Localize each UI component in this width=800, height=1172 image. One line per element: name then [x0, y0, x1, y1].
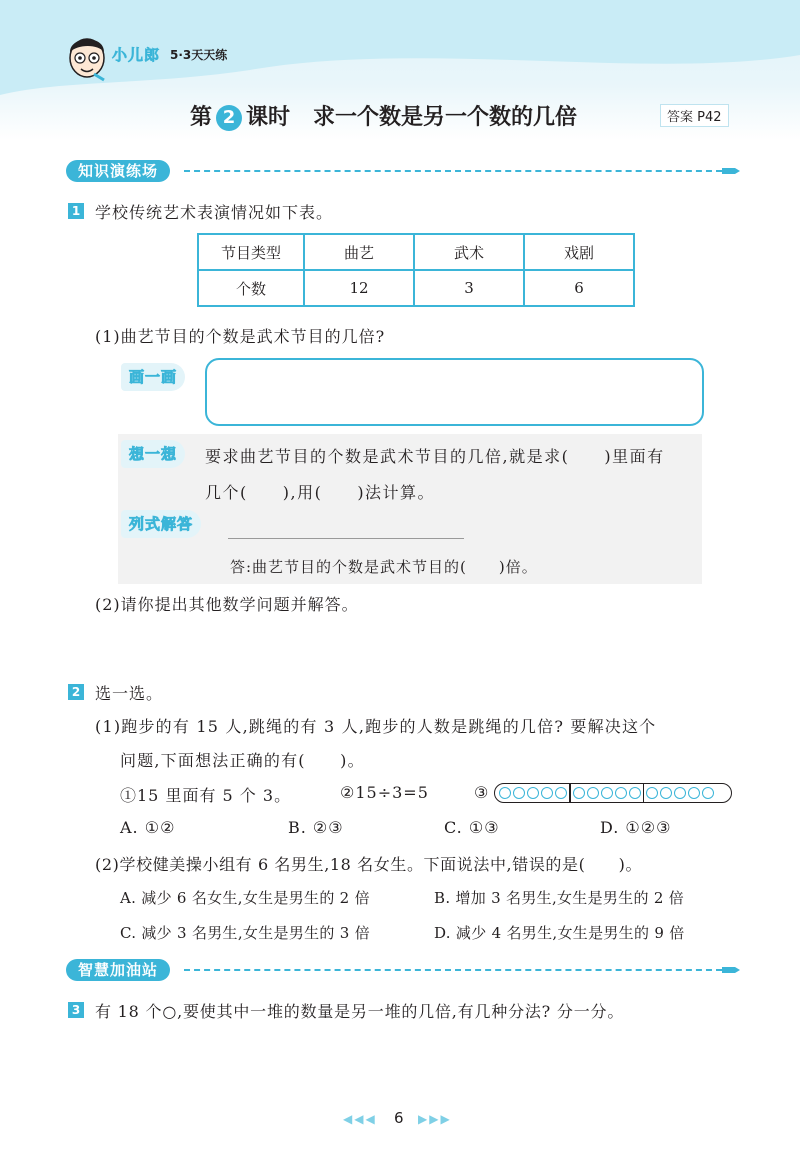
- table-cell: 3: [414, 270, 524, 306]
- hint-line: 几个( ),用( )法计算。: [205, 483, 436, 502]
- bead: [527, 787, 539, 799]
- bead: [629, 787, 641, 799]
- page-number: 6: [394, 1109, 404, 1127]
- bead: [601, 787, 613, 799]
- choice-option[interactable]: C. ①③: [444, 818, 500, 837]
- bead: [674, 787, 686, 799]
- next-arrows-icon: ▶▶▶: [418, 1112, 452, 1126]
- pencil-icon: [722, 162, 740, 180]
- question-part: (1)跑步的有 15 人,跳绳的有 3 人,跑步的人数是跳绳的几倍? 要解决这个: [95, 717, 657, 736]
- tag-solve: 列式解答: [121, 510, 201, 538]
- bead: [702, 787, 714, 799]
- choice-option[interactable]: D. 减少 4 名男生,女生是男生的 9 倍: [434, 924, 685, 942]
- choice-option[interactable]: A. 减少 6 名女生,女生是男生的 2 倍: [120, 889, 370, 907]
- question-part: 问题,下面想法正确的有( )。: [120, 751, 365, 770]
- table-cell: 戏剧: [524, 234, 634, 270]
- prev-arrows-icon: ◀◀◀: [343, 1112, 377, 1126]
- answer-line[interactable]: [228, 538, 464, 539]
- bead-divider: [643, 784, 645, 802]
- bead: [499, 787, 511, 799]
- bead: [513, 787, 525, 799]
- question-part: (2)请你提出其他数学问题并解答。: [95, 595, 359, 614]
- question-stem: 有 18 个○,要使其中一堆的数量是另一堆的几倍,有几种分法? 分一分。: [95, 1002, 625, 1021]
- performance-table: [197, 233, 635, 307]
- question-part: (1)曲艺节目的个数是武术节目的几倍?: [95, 327, 386, 346]
- page-title: [190, 100, 577, 131]
- mascot-icon: [64, 30, 110, 82]
- bead: [587, 787, 599, 799]
- tag-think: 想一想: [121, 440, 185, 468]
- question-stem: 选一选。: [95, 684, 164, 703]
- section-divider: [184, 170, 722, 172]
- idea-option: ①15 里面有 5 个 3。: [120, 786, 292, 805]
- table-cell: 个数: [198, 270, 304, 306]
- table-cell: 节目类型: [198, 234, 304, 270]
- hint-line: 要求曲艺节目的个数是武术节目的几倍,就是求( )里面有: [205, 447, 665, 466]
- bead-divider: [569, 784, 571, 802]
- bead: [660, 787, 672, 799]
- section-wisdom: [66, 959, 736, 983]
- bead: [555, 787, 567, 799]
- choice-option[interactable]: D. ①②③: [600, 818, 672, 837]
- section-divider: [184, 969, 722, 971]
- brand-logo: 小儿郎: [112, 46, 161, 64]
- bead: [573, 787, 585, 799]
- bead: [541, 787, 553, 799]
- lesson-topic: 求一个数是另一个数的几倍: [313, 105, 578, 130]
- idea-option: ③: [474, 783, 490, 802]
- table-cell: 武术: [414, 234, 524, 270]
- section-label: 知识演练场: [66, 160, 170, 182]
- lesson-suffix: 课时: [246, 105, 291, 130]
- bead: [688, 787, 700, 799]
- pencil-icon: [722, 961, 740, 979]
- question-number: 3: [68, 1002, 84, 1018]
- answer-reference: 答案 P42: [660, 104, 729, 127]
- bead: [646, 787, 658, 799]
- tag-draw: 画一画: [121, 363, 185, 391]
- table-header-row: [198, 234, 634, 270]
- bead-diagram: [494, 783, 732, 803]
- idea-option: ②15÷3=5: [340, 783, 429, 802]
- drawing-area[interactable]: [205, 358, 704, 426]
- choice-option[interactable]: B. 增加 3 名男生,女生是男生的 2 倍: [434, 889, 685, 907]
- bead: [615, 787, 627, 799]
- question-stem: 学校传统艺术表演情况如下表。: [95, 203, 334, 222]
- table-row: [198, 270, 634, 306]
- table-cell: 6: [524, 270, 634, 306]
- question-number: 2: [68, 684, 84, 700]
- lesson-prefix: 第: [190, 105, 213, 130]
- lesson-number-badge: 2: [216, 105, 242, 131]
- choice-option[interactable]: A. ①②: [120, 818, 176, 837]
- series-name: 5·3天天练: [170, 48, 228, 62]
- question-part: (2)学校健美操小组有 6 名男生,18 名女生。下面说法中,错误的是( )。: [95, 855, 643, 874]
- choice-option[interactable]: B. ②③: [288, 818, 344, 837]
- question-number: 1: [68, 203, 84, 219]
- table-cell: 曲艺: [304, 234, 414, 270]
- section-label: 智慧加油站: [66, 959, 170, 981]
- section-practice: [66, 160, 736, 184]
- choice-option[interactable]: C. 减少 3 名男生,女生是男生的 3 倍: [120, 924, 371, 942]
- answer-sentence: 答:曲艺节目的个数是武术节目的( )倍。: [230, 558, 538, 576]
- table-cell: 12: [304, 270, 414, 306]
